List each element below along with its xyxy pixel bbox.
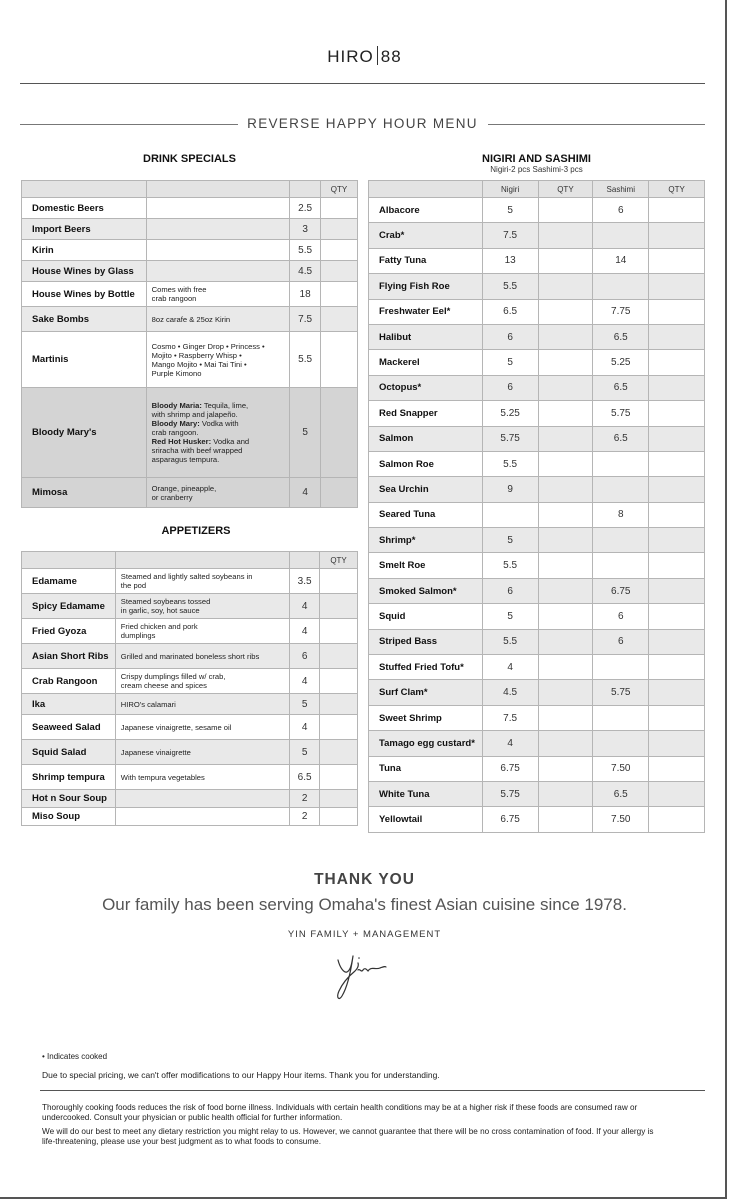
nigiri-qty-cell[interactable] (538, 274, 593, 299)
top-divider (20, 83, 705, 84)
nigiri-table (368, 180, 705, 833)
nigiri-qty-cell[interactable] (538, 502, 593, 527)
drink-description: 8oz carafe & 25oz Kirin (146, 307, 290, 332)
sashimi-qty-cell[interactable] (649, 680, 705, 705)
drinks-table (21, 180, 358, 508)
nigiri-header-name (369, 181, 483, 198)
drink-price: 3 (290, 219, 321, 240)
fish-name: White Tuna (369, 781, 483, 806)
sashimi-qty-cell[interactable] (649, 426, 705, 451)
appetizer-name: Asian Short Ribs (22, 644, 116, 669)
nigiri-qty-cell[interactable] (538, 375, 593, 400)
nigiri-row (369, 502, 705, 527)
sashimi-qty-cell[interactable] (649, 731, 705, 756)
drink-name: Sake Bombs (22, 307, 147, 332)
nigiri-qty-cell[interactable] (538, 528, 593, 553)
menu-banner (20, 116, 705, 132)
nigiri-qty-cell[interactable] (538, 350, 593, 375)
appetizer-price: 2 (290, 808, 320, 826)
fish-name: Albacore (369, 198, 483, 223)
appetizer-qty-cell[interactable] (320, 790, 358, 808)
appetizer-name: Shrimp tempura (22, 765, 116, 790)
nigiri-header-qty1: QTY (538, 181, 593, 198)
nigiri-row (369, 223, 705, 248)
drink-name: Import Beers (22, 219, 147, 240)
fish-name: Tuna (369, 756, 483, 781)
nigiri-row (369, 426, 705, 451)
drink-description (146, 198, 290, 219)
sashimi-price: 6 (593, 629, 649, 654)
appetizer-row (22, 765, 358, 790)
nigiri-row (369, 299, 705, 324)
nigiri-header-nigiri: Nigiri (482, 181, 538, 198)
drinks-header-price (290, 181, 321, 198)
sashimi-qty-cell[interactable] (649, 629, 705, 654)
nigiri-row (369, 528, 705, 553)
sashimi-price: 8 (593, 502, 649, 527)
fish-name: Stuffed Fried Tofu* (369, 655, 483, 680)
appetizer-name: Edamame (22, 569, 116, 594)
nigiri-header-qty2: QTY (649, 181, 705, 198)
fish-name: Shrimp* (369, 528, 483, 553)
food-safety-disclaimer: Thoroughly cooking foods reduces the risk of food borne illness. Individuals with certain health conditions may be at a higher risk if these foods are consumed raw or undercooked. Consult your physician or public health official for further information. (42, 1103, 638, 1122)
drink-qty-cell[interactable] (321, 219, 358, 240)
nigiri-qty-cell[interactable] (538, 426, 593, 451)
sashimi-price: 6 (593, 198, 649, 223)
fish-name: Seared Tuna (369, 502, 483, 527)
nigiri-qty-cell[interactable] (538, 756, 593, 781)
drink-price: 18 (290, 282, 321, 307)
drink-qty-cell[interactable] (321, 307, 358, 332)
allergy-disclaimer: We will do our best to meet any dietary restriction you might relay to us. However, we cannot guarantee that there will be no cross contamination of food. If your allergy is life-threatening, please use your best judgment as to what foods to consume. (42, 1127, 654, 1146)
sashimi-price: 6.75 (593, 578, 649, 603)
sashimi-price: 7.50 (593, 756, 649, 781)
appetizer-row (22, 694, 358, 715)
appetizer-description: With tempura vegetables (115, 765, 289, 790)
drink-price: 5.5 (290, 332, 321, 388)
fish-name: Fatty Tuna (369, 248, 483, 273)
nigiri-price: 5 (482, 198, 538, 223)
nigiri-header-sashimi: Sashimi (593, 181, 649, 198)
nigiri-row (369, 248, 705, 273)
sashimi-price: 7.75 (593, 299, 649, 324)
sashimi-price: 5.75 (593, 680, 649, 705)
nigiri-row (369, 350, 705, 375)
appetizer-row (22, 644, 358, 669)
nigiri-row (369, 731, 705, 756)
sashimi-price: 6.5 (593, 324, 649, 349)
appetizer-description: Fried chicken and pork dumplings (115, 619, 289, 644)
appetizer-description (115, 790, 289, 808)
sashimi-qty-cell[interactable] (649, 324, 705, 349)
appetizer-row (22, 569, 358, 594)
drinks-header-desc (146, 181, 290, 198)
nigiri-qty-cell[interactable] (538, 401, 593, 426)
sashimi-qty-cell[interactable] (649, 223, 705, 248)
drinks-title: DRINK SPECIALS (143, 153, 236, 165)
appetizers-header-desc (115, 552, 289, 569)
nigiri-price: 6 (482, 578, 538, 603)
fish-name: Mackerel (369, 350, 483, 375)
appetizers-table (21, 551, 358, 826)
sashimi-price: 6.5 (593, 426, 649, 451)
sashimi-qty-cell[interactable] (649, 553, 705, 578)
sashimi-qty-cell[interactable] (649, 528, 705, 553)
nigiri-row (369, 451, 705, 476)
sashimi-price (593, 731, 649, 756)
drink-name: Mimosa (22, 478, 147, 508)
nigiri-qty-cell[interactable] (538, 223, 593, 248)
drink-qty-cell[interactable] (321, 332, 358, 388)
nigiri-price (482, 502, 538, 527)
nigiri-row (369, 401, 705, 426)
nigiri-qty-cell[interactable] (538, 553, 593, 578)
drink-qty-cell[interactable] (321, 240, 358, 261)
sashimi-qty-cell[interactable] (649, 274, 705, 299)
appetizer-price: 2 (290, 790, 320, 808)
nigiri-row (369, 705, 705, 730)
sashimi-price (593, 705, 649, 730)
drink-description: Bloody Maria: Tequila, lime, with shrimp and jalapeño. Bloody Mary: Vodka with crab rangoon. Red Hot Husker: Vodka and sriracha with beef wrapped asparagus tempura. (146, 388, 290, 478)
nigiri-price: 5.75 (482, 426, 538, 451)
nigiri-price: 4 (482, 655, 538, 680)
sashimi-qty-cell[interactable] (649, 655, 705, 680)
appetizer-qty-cell[interactable] (320, 715, 358, 740)
hiro88-logo (0, 46, 729, 67)
nigiri-price: 7.5 (482, 223, 538, 248)
nigiri-price: 5 (482, 350, 538, 375)
nigiri-qty-cell[interactable] (538, 578, 593, 603)
nigiri-price: 6.75 (482, 756, 538, 781)
drinks-header-qty: QTY (321, 181, 358, 198)
sashimi-qty-cell[interactable] (649, 502, 705, 527)
drink-row (22, 388, 358, 478)
sashimi-price (593, 655, 649, 680)
appetizer-qty-cell[interactable] (320, 644, 358, 669)
drink-row (22, 307, 358, 332)
nigiri-row (369, 578, 705, 603)
nigiri-price: 4 (482, 731, 538, 756)
appetizer-description: Steamed and lightly salted soybeans in the pod (115, 569, 289, 594)
nigiri-row (369, 274, 705, 299)
menu-title: REVERSE HAPPY HOUR MENU (247, 116, 478, 131)
nigiri-price: 5 (482, 528, 538, 553)
nigiri-price: 6 (482, 324, 538, 349)
fish-name: Halibut (369, 324, 483, 349)
nigiri-price: 6.5 (482, 299, 538, 324)
nigiri-price: 6 (482, 375, 538, 400)
appetizer-price: 5 (290, 694, 320, 715)
appetizer-description: Crispy dumplings filled w/ crab, cream cheese and spices (115, 669, 289, 694)
sashimi-qty-cell[interactable] (649, 604, 705, 629)
drink-price: 7.5 (290, 307, 321, 332)
appetizer-price: 6.5 (290, 765, 320, 790)
drink-description (146, 240, 290, 261)
appetizer-description: Steamed soybeans tossed in garlic, soy, hot sauce (115, 594, 289, 619)
appetizer-row (22, 790, 358, 808)
sashimi-price: 5.25 (593, 350, 649, 375)
drink-description: Orange, pineapple, or cranberry (146, 478, 290, 508)
nigiri-price: 5.75 (482, 781, 538, 806)
drink-price: 4 (290, 478, 321, 508)
nigiri-price: 4.5 (482, 680, 538, 705)
appetizer-qty-cell[interactable] (320, 808, 358, 826)
sashimi-price (593, 477, 649, 502)
appetizer-description (115, 808, 289, 826)
drink-row (22, 478, 358, 508)
nigiri-subtitle: Nigiri-2 pcs Sashimi-3 pcs (490, 165, 583, 174)
drink-name: Domestic Beers (22, 198, 147, 219)
sashimi-qty-cell[interactable] (649, 198, 705, 223)
logo-separator (377, 46, 378, 65)
nigiri-qty-cell[interactable] (538, 680, 593, 705)
appetizers-title: APPETIZERS (161, 525, 231, 537)
nigiri-price: 13 (482, 248, 538, 273)
appetizer-name: Hot n Sour Soup (22, 790, 116, 808)
nigiri-title: NIGIRI AND SASHIMI (482, 153, 591, 165)
appetizer-qty-cell[interactable] (320, 669, 358, 694)
drink-name: Bloody Mary's (22, 388, 147, 478)
drink-name: House Wines by Bottle (22, 282, 147, 307)
sashimi-qty-cell[interactable] (649, 299, 705, 324)
fish-name: Tamago egg custard* (369, 731, 483, 756)
nigiri-price: 5.5 (482, 451, 538, 476)
nigiri-qty-cell[interactable] (538, 477, 593, 502)
drink-row (22, 261, 358, 282)
appetizer-price: 6 (290, 644, 320, 669)
drink-qty-cell[interactable] (321, 261, 358, 282)
fish-name: Sweet Shrimp (369, 705, 483, 730)
nigiri-qty-cell[interactable] (538, 655, 593, 680)
fish-name: Salmon (369, 426, 483, 451)
drink-qty-cell[interactable] (321, 388, 358, 478)
nigiri-price: 5 (482, 604, 538, 629)
appetizer-row (22, 619, 358, 644)
drink-row (22, 198, 358, 219)
sashimi-price: 5.75 (593, 401, 649, 426)
appetizer-qty-cell[interactable] (320, 569, 358, 594)
appetizer-description: Japanese vinaigrette, sesame oil (115, 715, 289, 740)
appetizer-description: HIRO's calamari (115, 694, 289, 715)
drink-price: 2.5 (290, 198, 321, 219)
sashimi-price: 14 (593, 248, 649, 273)
signature-image (330, 946, 390, 1004)
sashimi-price (593, 223, 649, 248)
nigiri-row (369, 807, 705, 832)
nigiri-row (369, 604, 705, 629)
appetizer-price: 3.5 (290, 569, 320, 594)
fish-name: Surf Clam* (369, 680, 483, 705)
appetizer-name: Squid Salad (22, 740, 116, 765)
nigiri-row (369, 756, 705, 781)
cooked-note: • Indicates cooked (42, 1052, 108, 1061)
appetizers-header-name (22, 552, 116, 569)
nigiri-qty-cell[interactable] (538, 198, 593, 223)
sashimi-price (593, 274, 649, 299)
appetizer-name: Spicy Edamame (22, 594, 116, 619)
drink-row (22, 332, 358, 388)
nigiri-qty-cell[interactable] (538, 604, 593, 629)
appetizer-name: Seaweed Salad (22, 715, 116, 740)
nigiri-qty-cell[interactable] (538, 451, 593, 476)
appetizer-qty-cell[interactable] (320, 694, 358, 715)
appetizer-row (22, 669, 358, 694)
nigiri-row (369, 198, 705, 223)
thank-you-heading: THANK YOU (314, 871, 415, 888)
sashimi-qty-cell[interactable] (649, 401, 705, 426)
fish-name: Freshwater Eel* (369, 299, 483, 324)
nigiri-price: 5.25 (482, 401, 538, 426)
pricing-note: Due to special pricing, we can't offer modifications to our Happy Hour items. Thank you for understanding. (42, 1070, 440, 1080)
drink-name: Kirin (22, 240, 147, 261)
drink-description: Comes with free crab rangoon (146, 282, 290, 307)
drink-name: Martinis (22, 332, 147, 388)
bottom-divider (40, 1090, 705, 1091)
sashimi-qty-cell[interactable] (649, 350, 705, 375)
management-signoff: YIN FAMILY + MANAGEMENT (287, 929, 442, 940)
fish-name: Crab* (369, 223, 483, 248)
fish-name: Smelt Roe (369, 553, 483, 578)
nigiri-row (369, 553, 705, 578)
family-statement: Our family has been serving Omaha's finest Asian cuisine since 1978. (102, 895, 627, 914)
fish-name: Salmon Roe (369, 451, 483, 476)
sashimi-price: 6 (593, 604, 649, 629)
nigiri-row (369, 781, 705, 806)
appetizer-description: Japanese vinaigrette (115, 740, 289, 765)
nigiri-qty-cell[interactable] (538, 807, 593, 832)
nigiri-row (369, 324, 705, 349)
sashimi-qty-cell[interactable] (649, 756, 705, 781)
fish-name: Octopus* (369, 375, 483, 400)
nigiri-row (369, 629, 705, 654)
appetizer-price: 4 (290, 619, 320, 644)
nigiri-price: 5.5 (482, 274, 538, 299)
appetizer-description: Grilled and marinated boneless short ribs (115, 644, 289, 669)
logo-right-text: 88 (380, 47, 402, 66)
nigiri-price: 6.75 (482, 807, 538, 832)
fish-name: Yellowtail (369, 807, 483, 832)
drinks-header-name (22, 181, 147, 198)
appetizer-name: Crab Rangoon (22, 669, 116, 694)
sashimi-price: 6.5 (593, 781, 649, 806)
drink-row (22, 219, 358, 240)
appetizer-price: 5 (290, 740, 320, 765)
nigiri-qty-cell[interactable] (538, 324, 593, 349)
fish-name: Striped Bass (369, 629, 483, 654)
drink-price: 4.5 (290, 261, 321, 282)
drink-description: Cosmo • Ginger Drop • Princess • Mojito • Raspberry Whisp • Mango Mojito • Mai Tai Tini • Purple Kimono (146, 332, 290, 388)
nigiri-row (369, 680, 705, 705)
sashimi-price: 7.50 (593, 807, 649, 832)
appetizer-qty-cell[interactable] (320, 594, 358, 619)
appetizer-qty-cell[interactable] (320, 619, 358, 644)
drink-qty-cell[interactable] (321, 282, 358, 307)
sashimi-qty-cell[interactable] (649, 248, 705, 273)
sashimi-qty-cell[interactable] (649, 578, 705, 603)
sashimi-price (593, 528, 649, 553)
nigiri-row (369, 655, 705, 680)
appetizers-header-price (290, 552, 320, 569)
drink-price: 5.5 (290, 240, 321, 261)
sashimi-qty-cell[interactable] (649, 781, 705, 806)
appetizer-name: Fried Gyoza (22, 619, 116, 644)
appetizer-price: 4 (290, 715, 320, 740)
appetizer-row (22, 808, 358, 826)
drink-price: 5 (290, 388, 321, 478)
drink-description (146, 219, 290, 240)
sashimi-qty-cell[interactable] (649, 451, 705, 476)
drink-qty-cell[interactable] (321, 478, 358, 508)
fish-name: Flying Fish Roe (369, 274, 483, 299)
appetizer-row (22, 715, 358, 740)
sashimi-price: 6.5 (593, 375, 649, 400)
appetizer-qty-cell[interactable] (320, 765, 358, 790)
nigiri-row (369, 375, 705, 400)
appetizer-price: 4 (290, 669, 320, 694)
nigiri-qty-cell[interactable] (538, 731, 593, 756)
fish-name: Smoked Salmon* (369, 578, 483, 603)
sashimi-qty-cell[interactable] (649, 807, 705, 832)
fish-name: Red Snapper (369, 401, 483, 426)
fish-name: Sea Urchin (369, 477, 483, 502)
appetizer-row (22, 594, 358, 619)
sashimi-qty-cell[interactable] (649, 477, 705, 502)
drink-row (22, 282, 358, 307)
nigiri-qty-cell[interactable] (538, 705, 593, 730)
sashimi-qty-cell[interactable] (649, 375, 705, 400)
appetizer-name: Miso Soup (22, 808, 116, 826)
nigiri-price: 9 (482, 477, 538, 502)
appetizer-price: 4 (290, 594, 320, 619)
nigiri-qty-cell[interactable] (538, 781, 593, 806)
sashimi-price (593, 451, 649, 476)
drink-description (146, 261, 290, 282)
nigiri-price: 5.5 (482, 553, 538, 578)
nigiri-qty-cell[interactable] (538, 299, 593, 324)
nigiri-row (369, 477, 705, 502)
nigiri-qty-cell[interactable] (538, 629, 593, 654)
drink-qty-cell[interactable] (321, 198, 358, 219)
drink-name: House Wines by Glass (22, 261, 147, 282)
drink-row (22, 240, 358, 261)
sashimi-qty-cell[interactable] (649, 705, 705, 730)
appetizer-row (22, 740, 358, 765)
nigiri-price: 5.5 (482, 629, 538, 654)
nigiri-qty-cell[interactable] (538, 248, 593, 273)
appetizer-name: Ika (22, 694, 116, 715)
logo-left-text: HIRO (327, 47, 374, 66)
fish-name: Squid (369, 604, 483, 629)
appetizer-qty-cell[interactable] (320, 740, 358, 765)
appetizers-header-qty: QTY (320, 552, 358, 569)
nigiri-price: 7.5 (482, 705, 538, 730)
sashimi-price (593, 553, 649, 578)
